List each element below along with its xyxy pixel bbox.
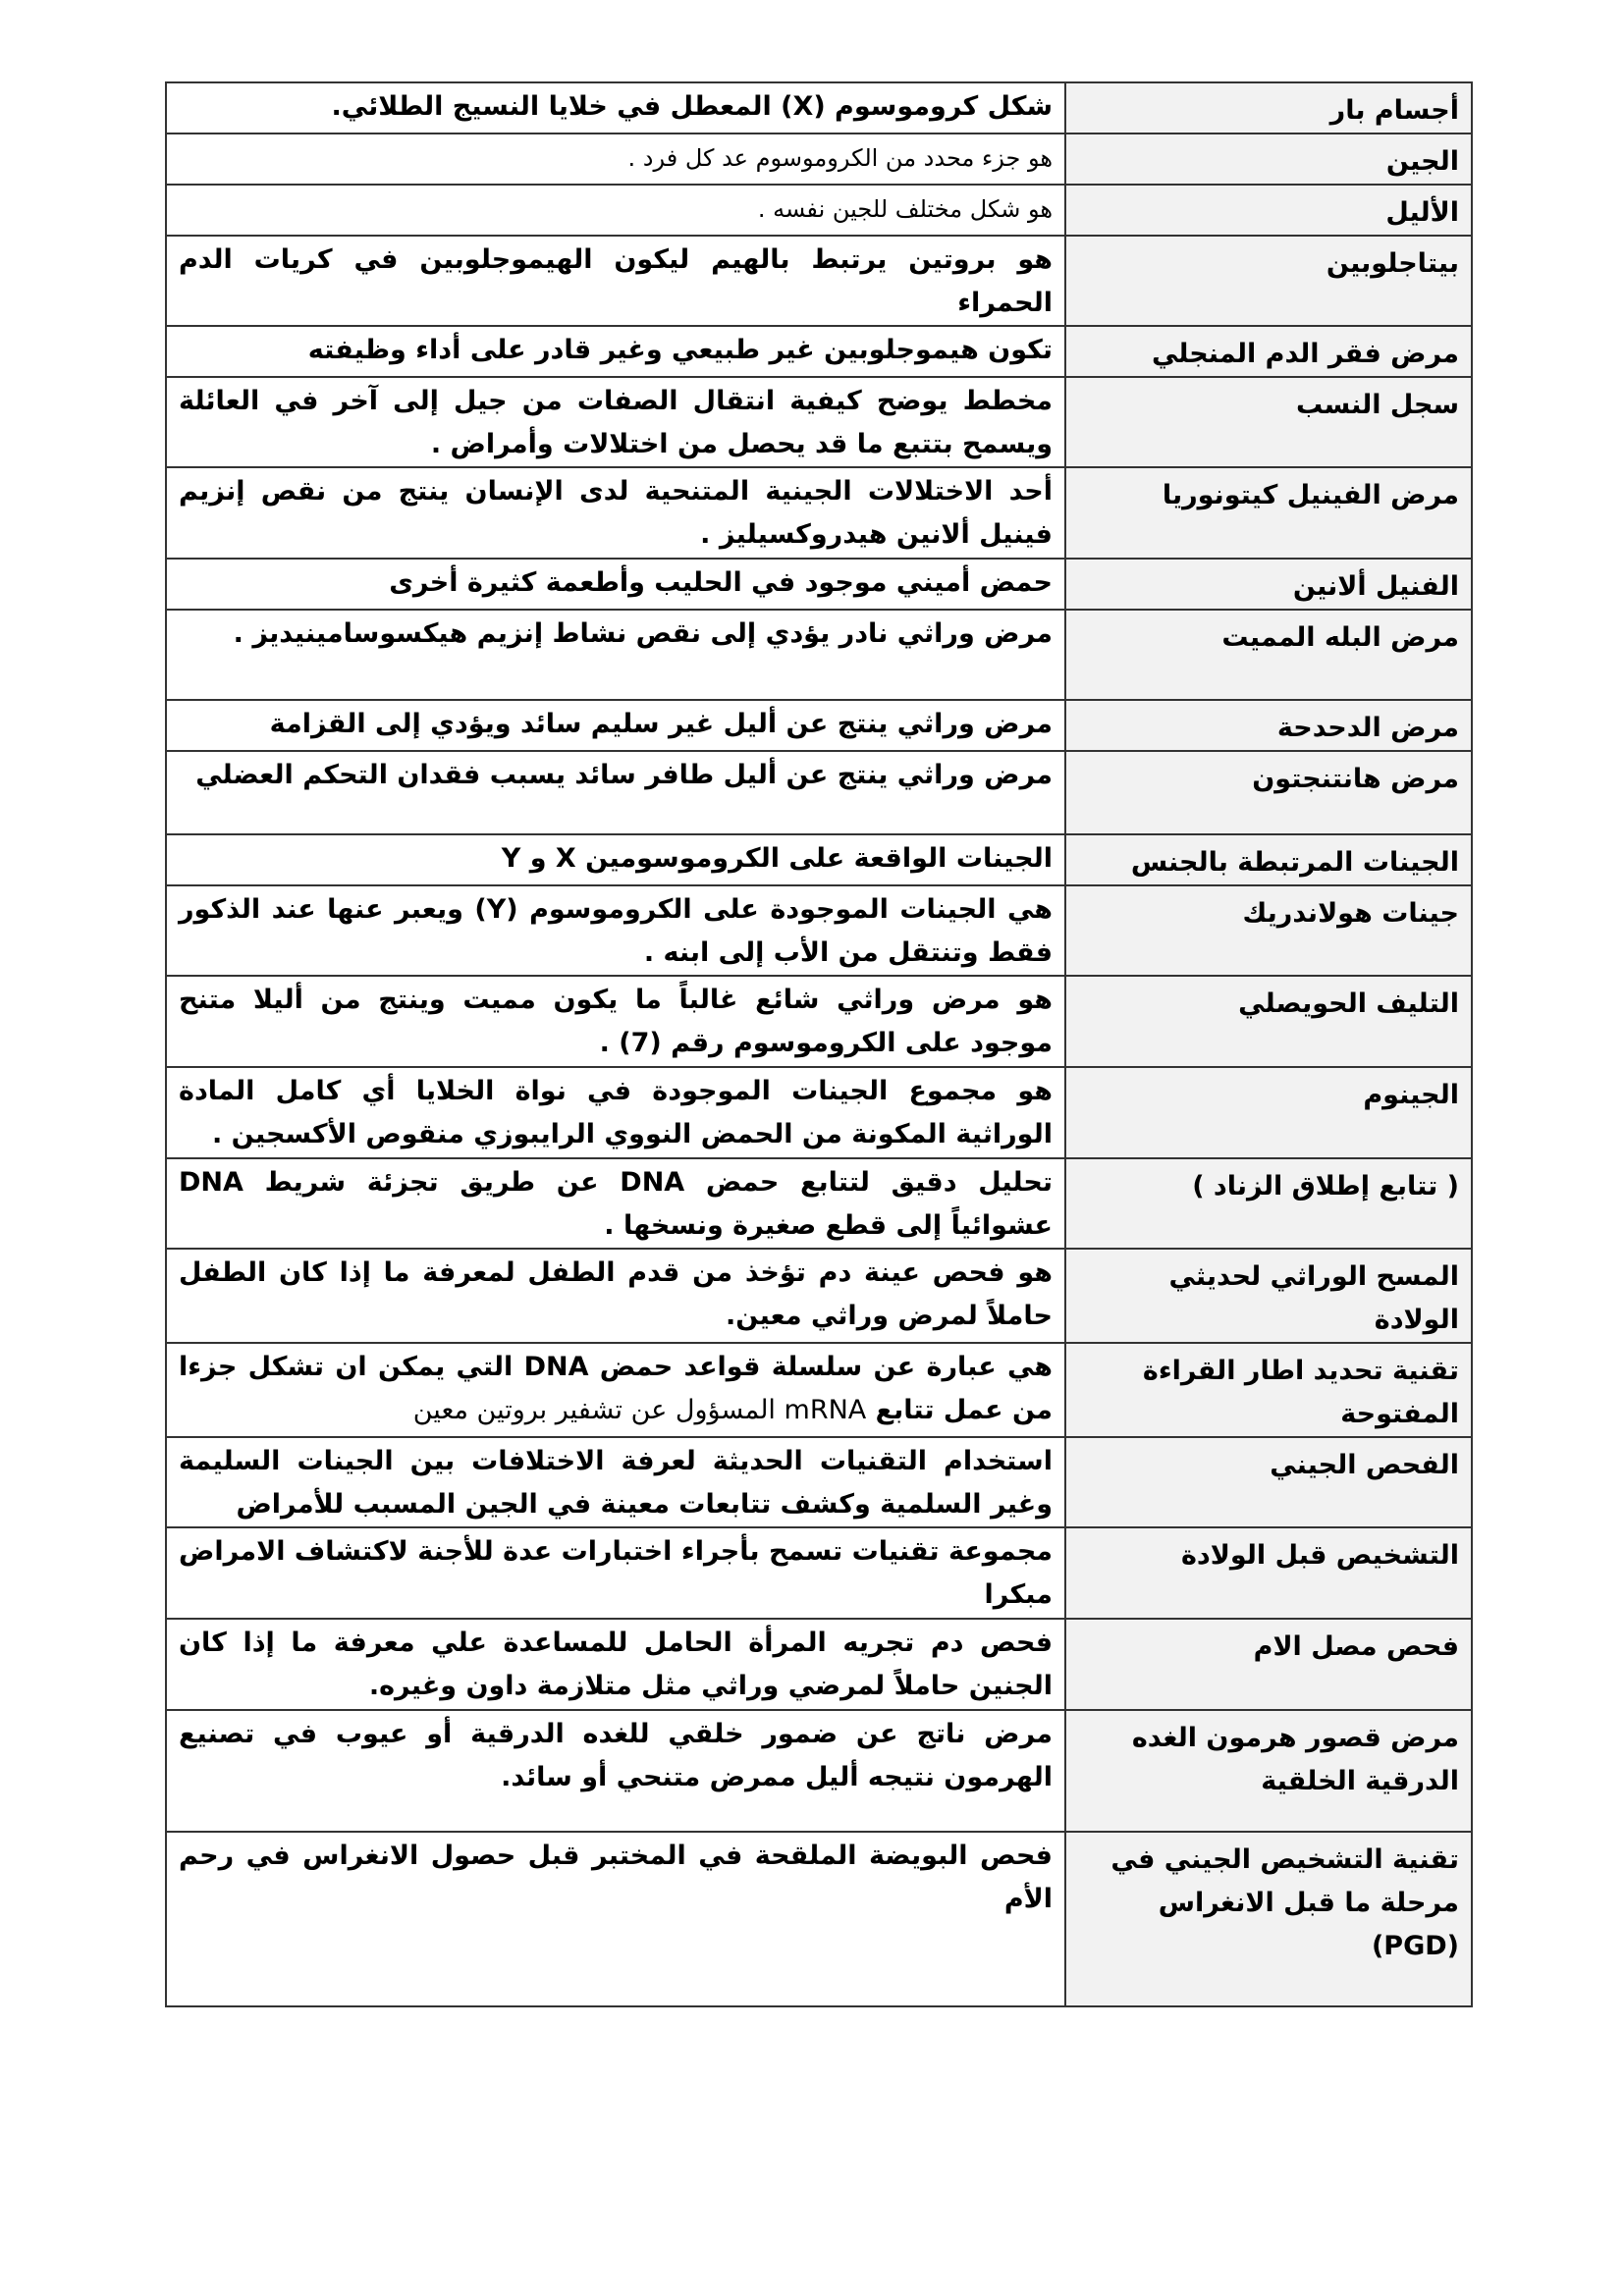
term-cell: تقنية التشخيص الجيني في مرحلة ما قبل الانغراس (PGD): [1065, 1832, 1472, 2006]
definition-cell: [166, 610, 1065, 700]
definition-cell: [166, 236, 1065, 326]
table-row: [166, 610, 1472, 700]
term-cell: الجينوم: [1065, 1067, 1472, 1158]
table-row: [166, 326, 1472, 377]
definition-cell: [166, 885, 1065, 976]
table-row: [166, 1527, 1472, 1619]
table-row: [166, 467, 1472, 559]
definition-text-normal: mRNA المسؤول عن تشفير بروتين معين: [412, 1395, 867, 1425]
definition-cell: [166, 185, 1065, 236]
definition-text: تحليل دقيق لتتابع حمض DNA عن طريق تجزئة شريط DNA عشوائياً إلى قطع صغيرة ونسخها .: [179, 1167, 1054, 1241]
term-cell: جينات هولاندريك: [1065, 885, 1472, 976]
term-cell: الفنيل ألانين: [1065, 559, 1472, 610]
definition-cell: [166, 1067, 1065, 1158]
definition-text: مجموعة تقنيات تسمح بأجراء اختبارات عدة للأجنة لاكتشاف الامراض مبكرا: [179, 1536, 1053, 1610]
term-cell: تقنية تحديد اطار القراءة المفتوحة: [1065, 1343, 1472, 1437]
term-cell: التليف الحويصلي: [1065, 976, 1472, 1067]
definition-text: استخدام التقنيات الحديثة لعرفة الاختلافات بين الجينات السليمة وغير السلمية وكشف تتابعات معينة في الجين المسبب للأمراض: [179, 1446, 1053, 1520]
table-row: [166, 1249, 1472, 1343]
glossary-rows: [166, 82, 1472, 2006]
table-row: [166, 559, 1472, 610]
definition-cell: [166, 326, 1065, 377]
definition-cell: [166, 1619, 1065, 1710]
definition-text: الجينات الواقعة على الكروموسومين X و Y: [501, 843, 1053, 874]
definition-text: هو شكل مختلف للجين نفسه .: [757, 195, 1053, 223]
table-row: [166, 1067, 1472, 1158]
table-row: [166, 377, 1472, 467]
definition-text: حمض أميني موجود في الحليب وأطعمة كثيرة أخرى: [389, 567, 1053, 598]
definition-cell: [166, 1437, 1065, 1527]
term-cell: الجين: [1065, 133, 1472, 185]
definition-text: هو مجموع الجينات الموجودة في نواة الخلايا أي كامل المادة الوراثية المكونة من الحمض النووي الرايبوزي منقوص الأكسجين .: [179, 1076, 1053, 1149]
table-row: [166, 236, 1472, 326]
definition-cell: [166, 976, 1065, 1067]
definition-text: هي عبارة عن سلسلة قواعد حمض DNA التي يمكن ان تشكل جزءا من عمل تتابع: [179, 1352, 1053, 1425]
table-row: [166, 1619, 1472, 1710]
definition-text: شكل كروموسوم (X) المعطل في خلايا النسيج الطلائي.: [331, 91, 1053, 122]
definition-cell: [166, 82, 1065, 133]
definition-text: مخطط يوضح كيفية انتقال الصفات من جيل إلى آخر في العائلة ويسمح بتتبع ما قد يحصل من اختلالات وأمراض .: [179, 386, 1053, 459]
term-cell: الفحص الجيني: [1065, 1437, 1472, 1527]
definition-text: مرض ناتج عن ضمور خلقي للغده الدرقية أو عيوب في تصنيع الهرمون نتيجه أليل ممرض متنحي أو سائد.: [179, 1719, 1053, 1792]
term-cell: مرض هانتنجتون: [1065, 751, 1472, 834]
table-row: [166, 700, 1472, 751]
definition-text: مرض وراثي ينتج عن أليل طافر سائد يسبب فقدان التحكم العضلي: [195, 760, 1053, 790]
definition-text: تكون هيموجلوبين غير طبيعي وغير قادر على أداء وظيفته: [307, 335, 1053, 365]
term-cell: بيتاجلوبين: [1065, 236, 1472, 326]
definition-cell: [166, 1249, 1065, 1343]
definition-text: فحص البويضة الملقحة في المختبر قبل حصول الانغراس في رحم الأم: [179, 1841, 1053, 1914]
term-cell: ( تتابع إطلاق الزناد ): [1065, 1158, 1472, 1249]
term-cell: مرض الفينيل كيتونوريا: [1065, 467, 1472, 559]
table-row: [166, 82, 1472, 133]
definition-cell: [166, 133, 1065, 185]
term-cell: المسح الوراثي لحديثي الولادة: [1065, 1249, 1472, 1343]
definition-text: هو جزء محدد من الكروموسوم عد كل فرد .: [627, 144, 1053, 172]
term-cell: مرض فقر الدم المنجلي: [1065, 326, 1472, 377]
definition-cell: [166, 559, 1065, 610]
definition-text: هو مرض وراثي شائع غالباً ما يكون مميت وينتج من أليلا متنح موجود على الكروموسوم رقم (7) .: [179, 985, 1053, 1058]
table-row: [166, 1158, 1472, 1249]
table-row: [166, 834, 1472, 885]
table-row: [166, 1343, 1472, 1437]
definition-cell: [166, 834, 1065, 885]
definition-cell: [166, 1343, 1065, 1437]
definition-text: مرض وراثي ينتج عن أليل غير سليم سائد ويؤدي إلى القزامة: [269, 709, 1053, 739]
definition-cell: [166, 1710, 1065, 1832]
definition-cell: [166, 1158, 1065, 1249]
definition-text: هو بروتين يرتبط بالهيم ليكون الهيموجلوبين في كريات الدم الحمراء: [179, 244, 1053, 318]
table-row: [166, 1437, 1472, 1527]
definition-text: أحد الاختلالات الجينية المتنحية لدى الإنسان ينتج من نقص إنزيم فينيل ألانين هيدروكسيليز .: [179, 476, 1053, 550]
table-row: [166, 751, 1472, 834]
definition-cell: [166, 377, 1065, 467]
term-cell: مرض قصور هرمون الغده الدرقية الخلقية: [1065, 1710, 1472, 1832]
definition-text: هو فحص عينة دم تؤخذ من قدم الطفل لمعرفة ما إذا كان الطفل حاملاً لمرض وراثي معين.: [179, 1257, 1053, 1331]
definition-cell: [166, 467, 1065, 559]
term-cell: الأليل: [1065, 185, 1472, 236]
term-cell: الجينات المرتبطة بالجنس: [1065, 834, 1472, 885]
term-cell: أجسام بار: [1065, 82, 1472, 133]
term-cell: التشخيص قبل الولادة: [1065, 1527, 1472, 1619]
table-row: [166, 185, 1472, 236]
term-cell: فحص مصل الام: [1065, 1619, 1472, 1710]
table-row: [166, 1710, 1472, 1832]
definition-cell: [166, 1832, 1065, 2006]
definition-text: مرض وراثي نادر يؤدي إلى نقص نشاط إنزيم هيكسوسامينيديز .: [233, 618, 1053, 649]
definition-text: فحص دم تجريه المرأة الحامل للمساعدة علي معرفة ما إذا كان الجنين حاملاً لمرضي وراثي مثل متلازمة داون وغيره.: [179, 1628, 1053, 1701]
table-row: [166, 885, 1472, 976]
glossary-table: [165, 81, 1473, 2007]
term-cell: سجل النسب: [1065, 377, 1472, 467]
definition-text: هي الجينات الموجودة على الكروموسوم (Y) ويعبر عنها عند الذكور فقط وتنتقل من الأب إلى ابنه .: [179, 894, 1054, 968]
term-cell: مرض الدحدحة: [1065, 700, 1472, 751]
table-row: [166, 133, 1472, 185]
table-row: [166, 976, 1472, 1067]
definition-cell: [166, 751, 1065, 834]
definition-cell: [166, 700, 1065, 751]
term-cell: مرض البله المميت: [1065, 610, 1472, 700]
table-row: [166, 1832, 1472, 2006]
definition-cell: [166, 1527, 1065, 1619]
